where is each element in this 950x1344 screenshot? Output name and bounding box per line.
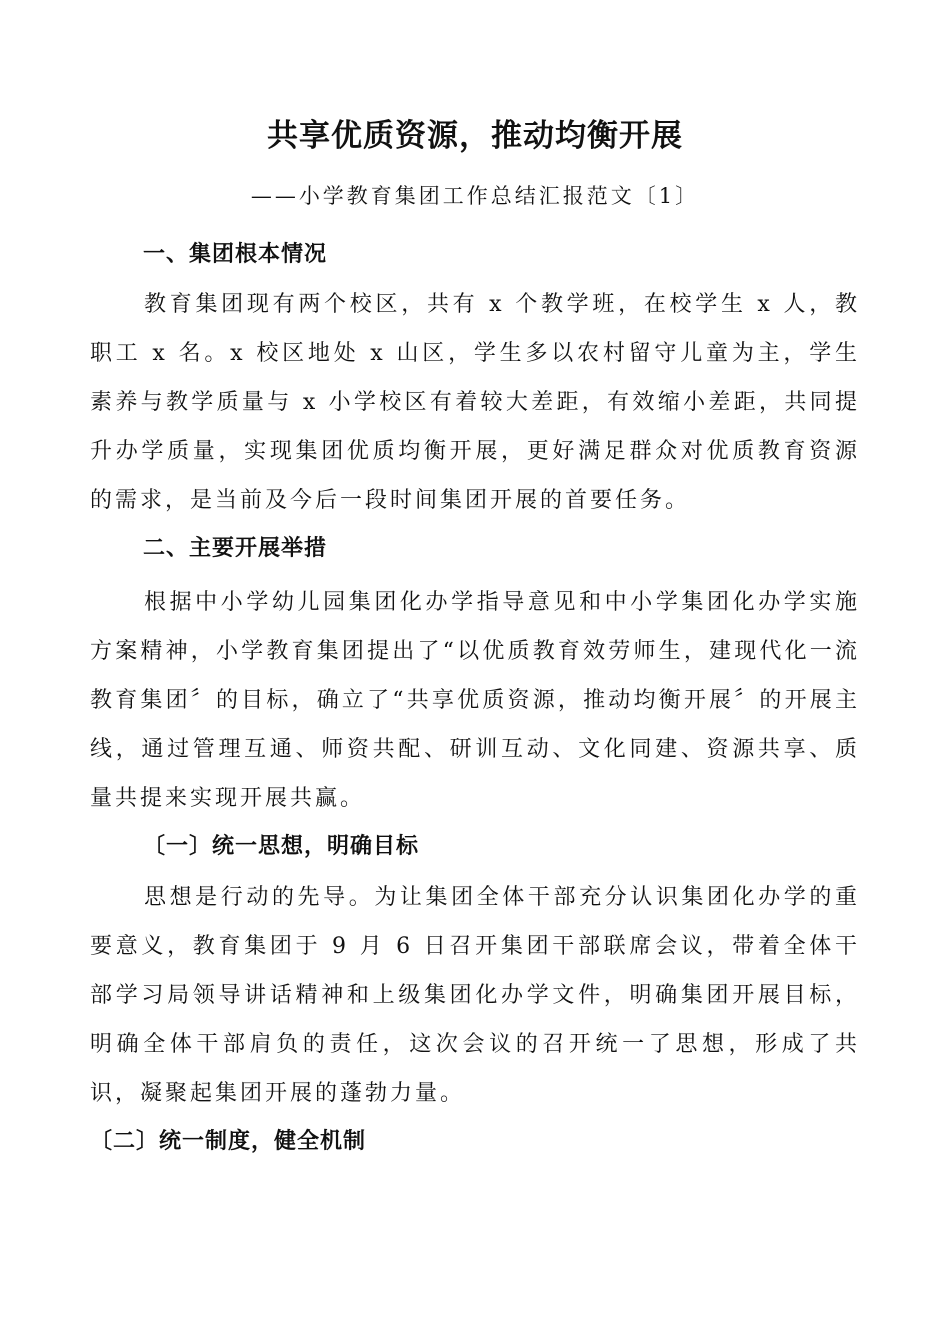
subsection-heading: 〔一〕统一思想，明确目标 [143, 834, 420, 859]
subsection-heading: 〔二〕统一制度，健全机制 [90, 1129, 367, 1154]
section-paragraph: 教育集团现有两个校区，共有 x 个教学班，在校学生 x 人，教职工 x 名。x 校区地处 x 山区，学生多以农村留守儿童为主，学生素养与教学质量与 x 小学校区有着较大差距，有效缩小差距，共同提升办学质量，实现集团优质均衡开展，更好满足群众对优质教育资源的需求，是当前及今后一段时间集团开展的首要任务。 [90, 292, 860, 513]
section-paragraph: 根据中小学幼儿园集团化办学指导意见和中小学集团化办学实施方案精神，小学教育集团提出了“以优质教育效劳师生，建现代化一流教育集团〞的目标，确立了“共享优质资源，推动均衡开展〞的开展主线，通过管理互通、师资共配、研训互动、文化同建、资源共享、质量共提来实现开展共赢。 [90, 590, 860, 811]
document-title: 共享优质资源，推动均衡开展 [267, 118, 683, 154]
section-heading: 一、集团根本情况 [143, 242, 328, 267]
document-subtitle: ——小学教育集团工作总结汇报范文〔1〕 [250, 184, 700, 208]
section-heading: 二、主要开展举措 [143, 536, 328, 561]
section-paragraph: 思想是行动的先导。为让集团全体干部充分认识集团化办学的重要意义，教育集团于 9 月 6 日召开集团干部联席会议，带着全体干部学习局领导讲话精神和上级集团化办学文件，明确集团开展目标，明确全体干部肩负的责任，这次会议的召开统一了思想，形成了共识，凝聚起集团开展的蓬勃力量。 [90, 885, 860, 1106]
